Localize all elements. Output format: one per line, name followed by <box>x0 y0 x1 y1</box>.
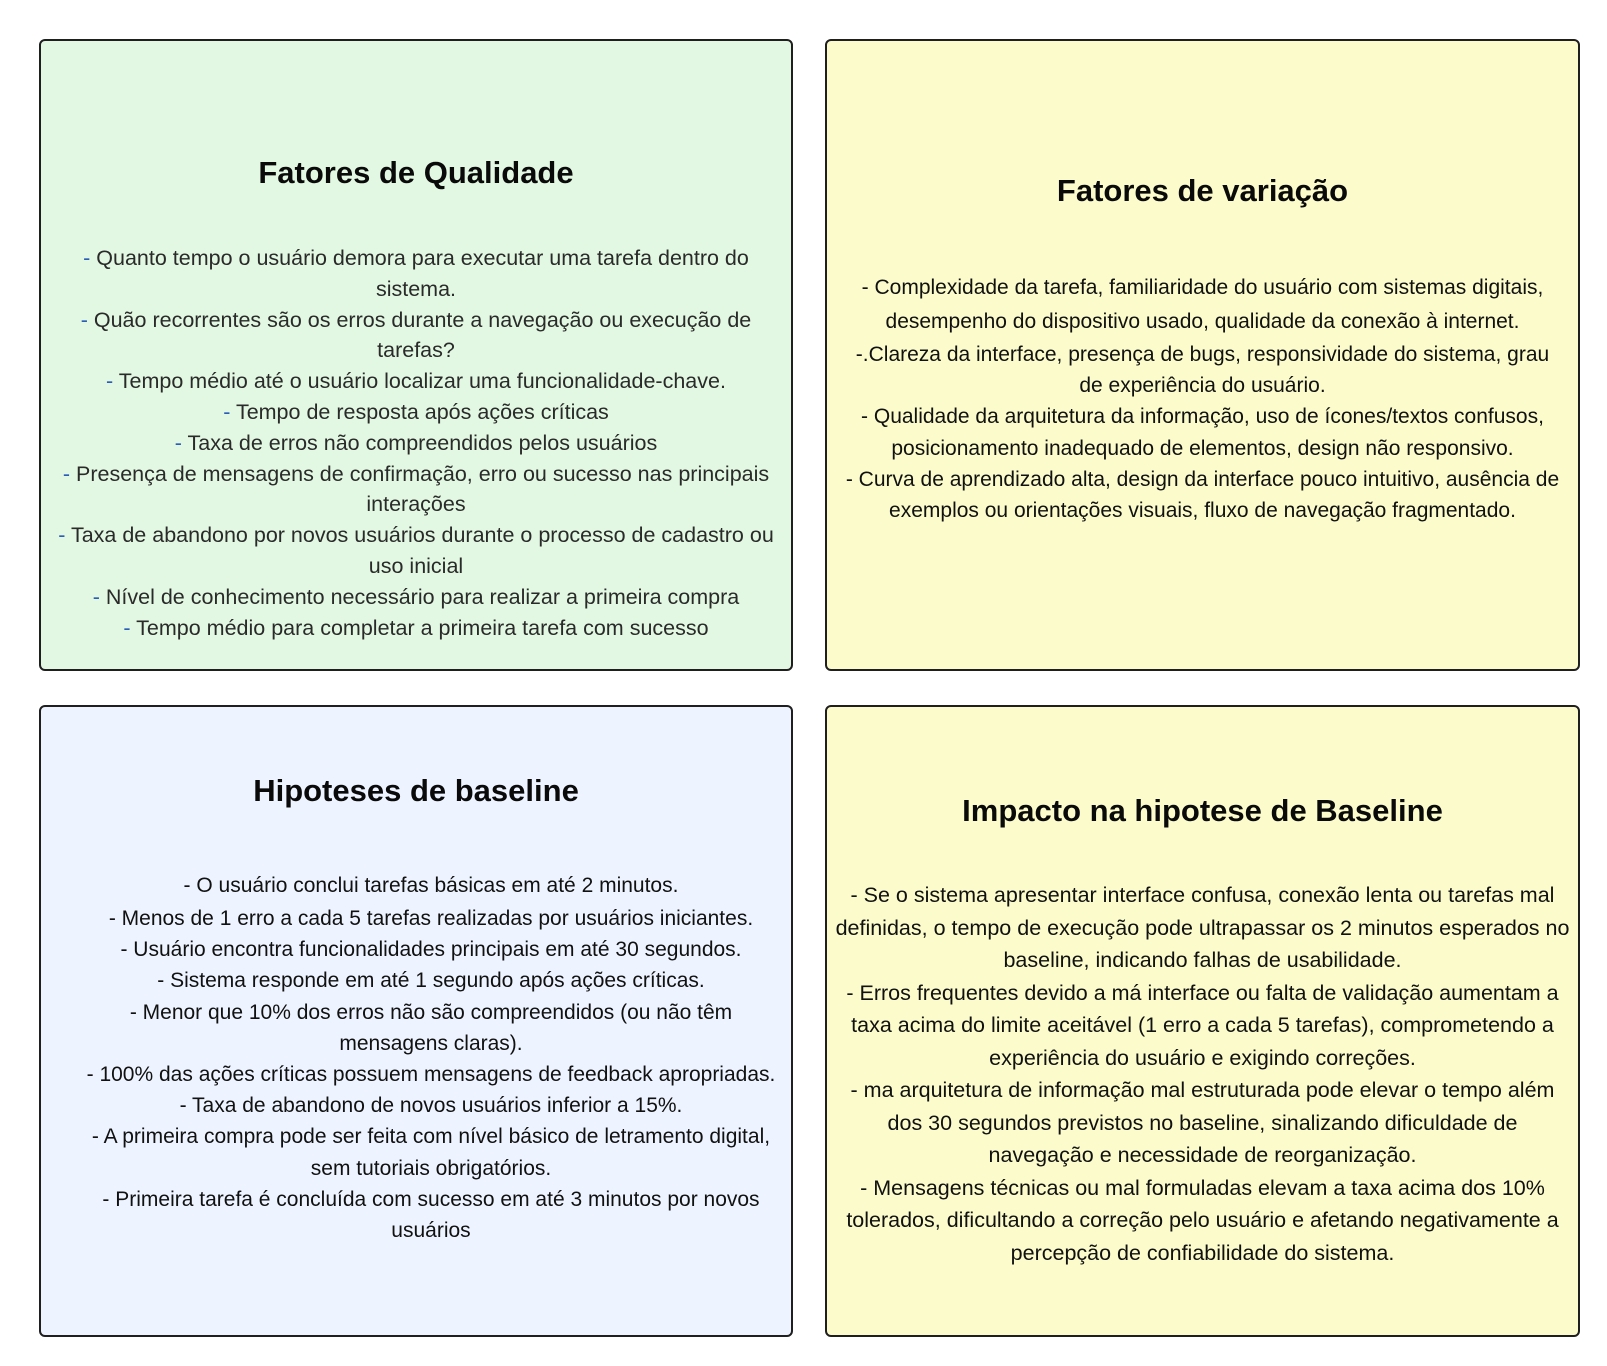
card-title: Fatores de variação <box>1056 173 1349 208</box>
item-text: Nível de conhecimento necessário para realizar a primeira compra <box>99 584 740 609</box>
dash-marker: - <box>223 399 231 424</box>
items-list <box>49 243 783 643</box>
card-hipoteses-baseline <box>39 705 793 1337</box>
list-item: - Menor que 10% dos erros não são compreendidos (ou não têm mensagens claras). <box>129 1000 733 1055</box>
list-item: - Erros frequentes devido a má interface ou falta de validação aumentam a taxa acima do limite aceitável (1 erro a cada 5 tarefas), comprometendo a experiência do usuário e exigindo correções. <box>846 980 1559 1070</box>
list-item <box>49 243 783 305</box>
dash-marker: - <box>174 430 182 455</box>
list-item: - 100% das ações críticas possuem mensagens de feedback apropriadas. <box>86 1063 776 1087</box>
list-item: - A primeira compra pode ser feita com nível básico de letramento digital, sem tutoriais obrigatórios. <box>91 1125 771 1180</box>
list-item <box>49 613 783 644</box>
list-item: - Curva de aprendizado alta, design da interface pouco intuitivo, ausência de exemplos ou orientações visuais, fluxo de navegação fragmentado. <box>845 467 1560 523</box>
item-text: Presença de mensagens de confirmação, erro ou sucesso nas principais interações <box>70 461 770 517</box>
list-item: -.Clareza da interface, presença de bugs, responsividade do sistema, grau de experiência do usuário. <box>855 343 1550 398</box>
list-item <box>49 305 783 367</box>
dash-marker: - <box>106 369 114 394</box>
item-text: Quanto tempo o usuário demora para executar uma tarefa dentro do sistema. <box>90 246 749 301</box>
item-text: Tempo médio até o usuário localizar uma funcionalidade-chave. <box>113 369 726 394</box>
card-title: Hipoteses de baseline <box>253 773 579 808</box>
card-fatores-variacao <box>825 39 1580 671</box>
items-list <box>79 869 783 1246</box>
list-item: - Mensagens técnicas ou mal formuladas elevam a taxa acima dos 10% tolerados, dificultando a correção pelo usuário e afetando negativamente a percepção de confiabilidade do sistema. <box>846 1175 1559 1265</box>
list-item: - Primeira tarefa é concluída com sucesso em até 3 minutos por novos usuários <box>102 1187 760 1243</box>
card-fatores-qualidade <box>39 39 793 671</box>
list-item <box>49 459 783 521</box>
dash-marker: - <box>92 584 100 609</box>
list-item: - O usuário conclui tarefas básicas em até 2 minutos. <box>183 874 679 897</box>
list-item <box>49 397 783 428</box>
dash-marker: - <box>80 307 88 332</box>
list-item <box>49 520 783 582</box>
list-item: - Se o sistema apresentar interface confusa, conexão lenta ou tarefas mal definidas, o tempo de execução pode ultrapassar os 2 minutos esperados no baseline, indicando falhas de usabilidade. <box>835 883 1570 972</box>
dash-marker: - <box>58 523 66 548</box>
card-title: Fatores de Qualidade <box>258 155 574 190</box>
dash-marker: - <box>83 246 91 270</box>
list-item: - Sistema responde em até 1 segundo após ações críticas. <box>157 969 705 993</box>
items-list <box>833 879 1572 1269</box>
list-item <box>49 428 783 459</box>
list-item <box>49 582 783 613</box>
list-item: - Complexidade da tarefa, familiaridade do usuário com sistemas digitais, desempenho do dispositivo usado, qualidade da conexão à internet. <box>861 276 1544 333</box>
item-text: Tempo de resposta após ações críticas <box>230 399 609 424</box>
card-impacto-hipotese <box>825 705 1580 1337</box>
list-item: - Usuário encontra funcionalidades principais em até 30 segundos. <box>120 938 742 962</box>
list-item: - Menos de 1 erro a cada 5 tarefas realizadas por usuários iniciantes. <box>108 907 754 930</box>
item-text: Tempo médio para completar a primeira tarefa com sucesso <box>130 615 709 640</box>
items-list <box>845 271 1560 526</box>
list-item: - ma arquitetura de informação mal estruturada pode elevar o tempo além dos 30 segundos previstos no baseline, sinalizando dificuldade de navegação e necessidade de reorganização. <box>850 1078 1555 1167</box>
card-title: Impacto na hipotese de Baseline <box>962 793 1443 828</box>
list-item: - Qualidade da arquitetura da informação, uso de ícones/textos confusos, posicionamento inadequado de elementos, design não responsivo. <box>861 405 1544 460</box>
list-item: - Taxa de abandono de novos usuários inferior a 15%. <box>179 1094 683 1118</box>
dash-marker: - <box>62 461 71 486</box>
dash-marker: - <box>123 615 131 640</box>
list-item <box>49 366 783 397</box>
item-text: Taxa de abandono por novos usuários durante o processo de cadastro ou uso inicial <box>65 523 774 578</box>
item-text: Quão recorrentes são os erros durante a navegação ou execução de tarefas? <box>87 307 752 363</box>
item-text: Taxa de erros não compreendidos pelos usuários <box>181 430 658 455</box>
